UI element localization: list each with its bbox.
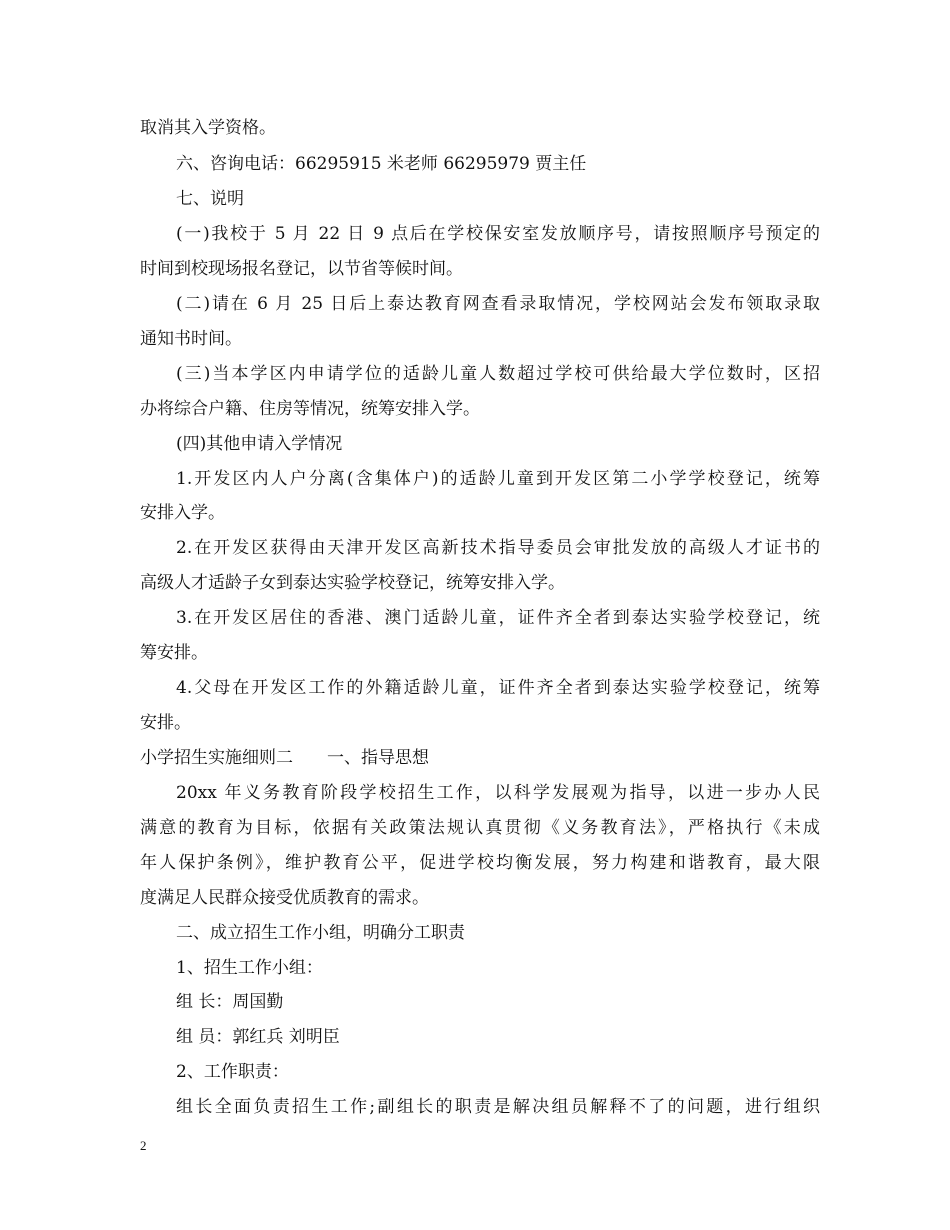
text-line: (四)其他申请入学情况: [176, 434, 343, 454]
text-line: 安排。: [140, 713, 191, 733]
text-line: 通知书时间。: [140, 329, 242, 349]
text-line: 3.在开发区居住的香港、澳门适龄儿童，证件齐全者到泰达实验学校登记，统: [176, 608, 820, 628]
text-line: 组 员：郭红兵 刘明臣: [176, 1027, 340, 1047]
text-line: 高级人才适龄子女到泰达实验学校登记，统筹安排入学。: [140, 573, 565, 593]
text-line: 组 长：周国勤: [176, 992, 284, 1012]
text-line: 年人保护条例》，维护教育公平，促进学校均衡发展，努力构建和谐教育，最大限: [140, 853, 820, 873]
text-line: 办将综合户籍、住房等情况，统筹安排入学。: [140, 399, 480, 419]
text-line: 满意的教育为目标，依据有关政策法规认真贯彻《义务教育法》，严格执行《未成: [140, 818, 820, 838]
page-number: 2: [140, 1138, 147, 1153]
text-line: 2.在开发区获得由天津开发区高新技术指导委员会审批发放的高级人才证书的: [176, 538, 820, 558]
text-line: 2、工作职责：: [176, 1062, 289, 1082]
text-line: 1.开发区内人户分离(含集体户)的适龄儿童到开发区第二小学学校登记，统筹: [176, 469, 820, 489]
text-line: 六、咨询电话：66295915 米老师 66295979 贾主任: [176, 154, 587, 174]
text-line: (二)请在 6 月 25 日后上泰达教育网查看录取情况，学校网站会发布领取录取: [176, 294, 820, 314]
text-line: 度满足人民群众接受优质教育的需求。: [140, 888, 429, 908]
text-line: 二、成立招生工作小组，明确分工职责: [176, 923, 465, 943]
text-line: 组长全面负责招生工作;副组长的职责是解决组员解释不了的问题，进行组织: [176, 1097, 820, 1117]
text-line: (三)当本学区内申请学位的适龄儿童人数超过学校可供给最大学位数时，区招: [176, 364, 820, 384]
text-line: 筹安排。: [140, 643, 208, 663]
text-line: (一)我校于 5 月 22 日 9 点后在学校保安室发放顺序号，请按照顺序号预定的: [176, 224, 820, 244]
text-line: 取消其入学资格。: [140, 118, 276, 138]
text-line: 时间到校现场报名登记，以节省等候时间。: [140, 259, 463, 279]
text-line: 4.父母在开发区工作的外籍适龄儿童，证件齐全者到泰达实验学校登记，统筹: [176, 678, 820, 698]
text-line: 20xx 年义务教育阶段学校招生工作，以科学发展观为指导，以进一步办人民: [176, 783, 820, 803]
text-line: 1、招生工作小组：: [176, 958, 323, 978]
text-line: 七、说明: [176, 189, 244, 209]
section-heading: 小学招生实施细则二 一、指导思想: [140, 748, 429, 768]
text-line: 安排入学。: [140, 503, 225, 523]
